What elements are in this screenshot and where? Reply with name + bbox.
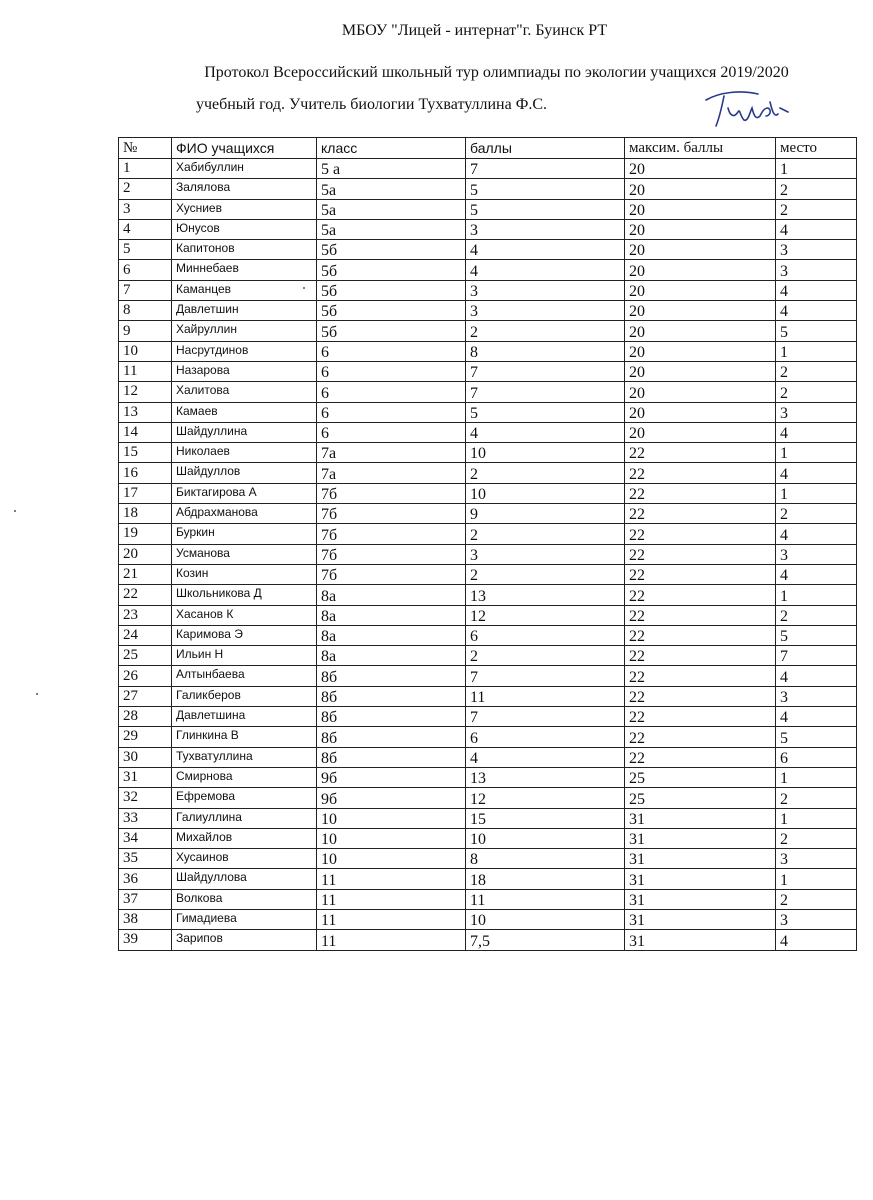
table-row — [119, 524, 857, 544]
score-cell: 5 — [466, 179, 625, 199]
row-number: 2 — [119, 179, 172, 199]
table-row — [119, 422, 857, 442]
student-name: Каманцев — [172, 280, 317, 300]
table-row — [119, 179, 857, 199]
row-number: 26 — [119, 666, 172, 686]
table-row — [119, 219, 857, 239]
score-cell: 4 — [466, 747, 625, 767]
max-score-cell: 20 — [625, 301, 776, 321]
score-cell: 7 — [466, 361, 625, 381]
student-name: Михайлов — [172, 828, 317, 848]
table-row — [119, 767, 857, 787]
row-number: 21 — [119, 564, 172, 584]
class-cell: 8б — [317, 686, 466, 706]
row-number: 7 — [119, 280, 172, 300]
col-header-place: место — [776, 138, 857, 159]
score-cell: 3 — [466, 544, 625, 564]
place-cell: 1 — [776, 808, 857, 828]
class-cell: 7б — [317, 483, 466, 503]
student-name: Назарова — [172, 361, 317, 381]
max-score-cell: 31 — [625, 869, 776, 889]
row-number: 39 — [119, 930, 172, 950]
row-number: 31 — [119, 767, 172, 787]
table-row — [119, 341, 857, 361]
place-cell: 3 — [776, 544, 857, 564]
max-score-cell: 22 — [625, 747, 776, 767]
row-number: 37 — [119, 889, 172, 909]
score-cell: 13 — [466, 767, 625, 787]
max-score-cell: 22 — [625, 504, 776, 524]
class-cell: 8а — [317, 646, 466, 666]
score-cell: 4 — [466, 422, 625, 442]
class-cell: 8а — [317, 585, 466, 605]
place-cell: 5 — [776, 321, 857, 341]
row-number: 33 — [119, 808, 172, 828]
student-name: Николаев — [172, 443, 317, 463]
student-name: Школьникова Д — [172, 585, 317, 605]
place-cell: 4 — [776, 219, 857, 239]
score-cell: 4 — [466, 240, 625, 260]
row-number: 18 — [119, 504, 172, 524]
score-cell: 7,5 — [466, 930, 625, 950]
student-name: Хайруллин — [172, 321, 317, 341]
max-score-cell: 22 — [625, 605, 776, 625]
max-score-cell: 20 — [625, 341, 776, 361]
place-cell: 2 — [776, 382, 857, 402]
place-cell: 3 — [776, 240, 857, 260]
table-row — [119, 747, 857, 767]
row-number: 16 — [119, 463, 172, 483]
place-cell: 5 — [776, 727, 857, 747]
score-cell: 7 — [466, 382, 625, 402]
class-cell: 8а — [317, 605, 466, 625]
table-row — [119, 483, 857, 503]
table-row — [119, 199, 857, 219]
place-cell: 2 — [776, 504, 857, 524]
max-score-cell: 20 — [625, 280, 776, 300]
max-score-cell: 31 — [625, 909, 776, 929]
class-cell: 8б — [317, 707, 466, 727]
student-name: Алтынбаева — [172, 666, 317, 686]
score-cell: 2 — [466, 524, 625, 544]
student-name: Хабибуллин — [172, 159, 317, 179]
student-name: Зарипов — [172, 930, 317, 950]
table-row — [119, 402, 857, 422]
place-cell: 2 — [776, 828, 857, 848]
student-name: Миннебаев — [172, 260, 317, 280]
score-cell: 8 — [466, 341, 625, 361]
score-cell: 4 — [466, 260, 625, 280]
class-cell: 9б — [317, 767, 466, 787]
score-cell: 7 — [466, 666, 625, 686]
place-cell: 2 — [776, 179, 857, 199]
score-cell: 13 — [466, 585, 625, 605]
score-cell: 10 — [466, 483, 625, 503]
class-cell: 7б — [317, 544, 466, 564]
place-cell: 6 — [776, 747, 857, 767]
table-row — [119, 909, 857, 929]
results-table — [118, 137, 857, 951]
place-cell: 1 — [776, 767, 857, 787]
table-row — [119, 585, 857, 605]
student-name: Абдрахманова — [172, 504, 317, 524]
student-name: Шайдуллов — [172, 463, 317, 483]
table-row — [119, 544, 857, 564]
table-row — [119, 463, 857, 483]
row-number: 30 — [119, 747, 172, 767]
student-name: Камаев — [172, 402, 317, 422]
table-row — [119, 504, 857, 524]
place-cell: 3 — [776, 909, 857, 929]
place-cell: 2 — [776, 788, 857, 808]
class-cell: 7б — [317, 504, 466, 524]
place-cell: 1 — [776, 483, 857, 503]
class-cell: 5а — [317, 179, 466, 199]
score-cell: 2 — [466, 646, 625, 666]
table-row — [119, 301, 857, 321]
max-score-cell: 20 — [625, 402, 776, 422]
scan-speck — [36, 693, 38, 695]
table-row — [119, 361, 857, 381]
class-cell: 7б — [317, 524, 466, 544]
place-cell: 4 — [776, 301, 857, 321]
place-cell: 1 — [776, 341, 857, 361]
teacher-line: учебный год. Учитель биологии Тухватуллина Ф.С. — [195, 96, 548, 113]
score-cell: 11 — [466, 686, 625, 706]
score-cell: 10 — [466, 443, 625, 463]
row-number: 25 — [119, 646, 172, 666]
student-name: Усманова — [172, 544, 317, 564]
class-cell: 7а — [317, 443, 466, 463]
student-name: Шайдуллова — [172, 869, 317, 889]
table-row — [119, 159, 857, 179]
student-name: Тухватуллина — [172, 747, 317, 767]
score-cell: 3 — [466, 219, 625, 239]
table-row — [119, 280, 857, 300]
class-cell: 6 — [317, 382, 466, 402]
student-name: Капитонов — [172, 240, 317, 260]
row-number: 36 — [119, 869, 172, 889]
table-row — [119, 808, 857, 828]
row-number: 1 — [119, 159, 172, 179]
max-score-cell: 22 — [625, 463, 776, 483]
scan-speck — [303, 287, 305, 289]
class-cell: 11 — [317, 889, 466, 909]
class-cell: 8б — [317, 666, 466, 686]
table-row — [119, 889, 857, 909]
class-cell: 11 — [317, 930, 466, 950]
score-cell: 18 — [466, 869, 625, 889]
max-score-cell: 22 — [625, 524, 776, 544]
max-score-cell: 20 — [625, 321, 776, 341]
student-name: Залялова — [172, 179, 317, 199]
max-score-cell: 22 — [625, 646, 776, 666]
table-row — [119, 727, 857, 747]
class-cell: 6 — [317, 402, 466, 422]
col-header-num: № — [119, 138, 172, 159]
max-score-cell: 20 — [625, 260, 776, 280]
table-row — [119, 666, 857, 686]
place-cell: 4 — [776, 280, 857, 300]
class-cell: 9б — [317, 788, 466, 808]
score-cell: 12 — [466, 788, 625, 808]
place-cell: 7 — [776, 646, 857, 666]
score-cell: 3 — [466, 301, 625, 321]
place-cell: 4 — [776, 707, 857, 727]
row-number: 6 — [119, 260, 172, 280]
table-row — [119, 260, 857, 280]
table-row — [119, 625, 857, 645]
score-cell: 15 — [466, 808, 625, 828]
protocol-title: Протокол Всероссийский школьный тур олимпиады по экологии учащихся 2019/2020 — [204, 64, 789, 81]
max-score-cell: 20 — [625, 240, 776, 260]
student-name: Хусаинов — [172, 849, 317, 869]
row-number: 4 — [119, 219, 172, 239]
score-cell: 7 — [466, 707, 625, 727]
max-score-cell: 22 — [625, 483, 776, 503]
table-row — [119, 240, 857, 260]
row-number: 35 — [119, 849, 172, 869]
max-score-cell: 20 — [625, 179, 776, 199]
col-header-max-score: максим. баллы — [625, 138, 776, 159]
student-name: Ефремова — [172, 788, 317, 808]
table-row — [119, 321, 857, 341]
table-row — [119, 869, 857, 889]
class-cell: 5б — [317, 240, 466, 260]
student-name: Глинкина В — [172, 727, 317, 747]
student-name: Хасанов К — [172, 605, 317, 625]
max-score-cell: 31 — [625, 930, 776, 950]
place-cell: 3 — [776, 260, 857, 280]
score-cell: 2 — [466, 463, 625, 483]
place-cell: 4 — [776, 930, 857, 950]
col-header-class: класс — [317, 138, 466, 159]
student-name: Каримова Э — [172, 625, 317, 645]
row-number: 14 — [119, 422, 172, 442]
class-cell: 11 — [317, 869, 466, 889]
max-score-cell: 22 — [625, 727, 776, 747]
table-row — [119, 828, 857, 848]
class-cell: 8а — [317, 625, 466, 645]
student-name: Буркин — [172, 524, 317, 544]
score-cell: 10 — [466, 828, 625, 848]
max-score-cell: 20 — [625, 382, 776, 402]
place-cell: 2 — [776, 361, 857, 381]
max-score-cell: 31 — [625, 828, 776, 848]
max-score-cell: 20 — [625, 219, 776, 239]
score-cell: 5 — [466, 402, 625, 422]
class-cell: 8б — [317, 727, 466, 747]
table-row — [119, 382, 857, 402]
place-cell: 4 — [776, 666, 857, 686]
student-name: Шайдуллина — [172, 422, 317, 442]
table-row — [119, 686, 857, 706]
student-name: Насрутдинов — [172, 341, 317, 361]
student-name: Смирнова — [172, 767, 317, 787]
teacher-signature — [700, 86, 795, 131]
row-number: 38 — [119, 909, 172, 929]
score-cell: 9 — [466, 504, 625, 524]
class-cell: 10 — [317, 808, 466, 828]
class-cell: 5б — [317, 280, 466, 300]
max-score-cell: 31 — [625, 889, 776, 909]
school-title: МБОУ "Лицей - интернат"г. Буинск РТ — [341, 22, 608, 39]
max-score-cell: 31 — [625, 849, 776, 869]
class-cell: 7б — [317, 564, 466, 584]
class-cell: 10 — [317, 828, 466, 848]
score-cell: 2 — [466, 321, 625, 341]
student-name: Волкова — [172, 889, 317, 909]
max-score-cell: 25 — [625, 767, 776, 787]
max-score-cell: 22 — [625, 666, 776, 686]
max-score-cell: 20 — [625, 199, 776, 219]
row-number: 34 — [119, 828, 172, 848]
student-name: Гимадиева — [172, 909, 317, 929]
class-cell: 10 — [317, 849, 466, 869]
student-name: Хусниев — [172, 199, 317, 219]
student-name: Биктагирова А — [172, 483, 317, 503]
row-number: 29 — [119, 727, 172, 747]
score-cell: 6 — [466, 727, 625, 747]
row-number: 3 — [119, 199, 172, 219]
row-number: 23 — [119, 605, 172, 625]
row-number: 22 — [119, 585, 172, 605]
place-cell: 1 — [776, 159, 857, 179]
place-cell: 4 — [776, 463, 857, 483]
class-cell: 6 — [317, 341, 466, 361]
scan-speck — [14, 510, 16, 512]
max-score-cell: 31 — [625, 808, 776, 828]
score-cell: 7 — [466, 159, 625, 179]
student-name: Юнусов — [172, 219, 317, 239]
row-number: 10 — [119, 341, 172, 361]
max-score-cell: 20 — [625, 159, 776, 179]
score-cell: 5 — [466, 199, 625, 219]
col-header-fio: ФИО учащихся — [172, 138, 317, 159]
class-cell: 5б — [317, 260, 466, 280]
max-score-cell: 25 — [625, 788, 776, 808]
table-row — [119, 788, 857, 808]
place-cell: 5 — [776, 625, 857, 645]
class-cell: 5а — [317, 199, 466, 219]
student-name: Давлетшина — [172, 707, 317, 727]
class-cell: 6 — [317, 361, 466, 381]
class-cell: 11 — [317, 909, 466, 929]
student-name: Козин — [172, 564, 317, 584]
max-score-cell: 22 — [625, 686, 776, 706]
row-number: 20 — [119, 544, 172, 564]
max-score-cell: 20 — [625, 422, 776, 442]
max-score-cell: 22 — [625, 443, 776, 463]
max-score-cell: 20 — [625, 361, 776, 381]
score-cell: 2 — [466, 564, 625, 584]
class-cell: 7а — [317, 463, 466, 483]
class-cell: 8б — [317, 747, 466, 767]
student-name: Давлетшин — [172, 301, 317, 321]
row-number: 17 — [119, 483, 172, 503]
place-cell: 2 — [776, 605, 857, 625]
place-cell: 3 — [776, 849, 857, 869]
max-score-cell: 22 — [625, 625, 776, 645]
table-row — [119, 849, 857, 869]
student-name: Галиуллина — [172, 808, 317, 828]
place-cell: 1 — [776, 585, 857, 605]
row-number: 32 — [119, 788, 172, 808]
score-cell: 3 — [466, 280, 625, 300]
table-header-row — [119, 138, 857, 159]
table-row — [119, 930, 857, 950]
place-cell: 1 — [776, 443, 857, 463]
class-cell: 5а — [317, 219, 466, 239]
place-cell: 4 — [776, 564, 857, 584]
row-number: 5 — [119, 240, 172, 260]
score-cell: 11 — [466, 889, 625, 909]
table-row — [119, 564, 857, 584]
place-cell: 4 — [776, 422, 857, 442]
place-cell: 1 — [776, 869, 857, 889]
place-cell: 2 — [776, 199, 857, 219]
student-name: Халитова — [172, 382, 317, 402]
row-number: 19 — [119, 524, 172, 544]
place-cell: 4 — [776, 524, 857, 544]
place-cell: 3 — [776, 402, 857, 422]
row-number: 11 — [119, 361, 172, 381]
class-cell: 6 — [317, 422, 466, 442]
max-score-cell: 22 — [625, 707, 776, 727]
row-number: 24 — [119, 625, 172, 645]
score-cell: 12 — [466, 605, 625, 625]
max-score-cell: 22 — [625, 585, 776, 605]
row-number: 15 — [119, 443, 172, 463]
score-cell: 8 — [466, 849, 625, 869]
class-cell: 5б — [317, 321, 466, 341]
col-header-score: баллы — [466, 138, 625, 159]
place-cell: 3 — [776, 686, 857, 706]
score-cell: 6 — [466, 625, 625, 645]
row-number: 13 — [119, 402, 172, 422]
row-number: 27 — [119, 686, 172, 706]
row-number: 28 — [119, 707, 172, 727]
class-cell: 5 а — [317, 159, 466, 179]
row-number: 12 — [119, 382, 172, 402]
student-name: Галикберов — [172, 686, 317, 706]
table-row — [119, 443, 857, 463]
table-row — [119, 646, 857, 666]
row-number: 9 — [119, 321, 172, 341]
max-score-cell: 22 — [625, 544, 776, 564]
table-row — [119, 605, 857, 625]
max-score-cell: 22 — [625, 564, 776, 584]
table-row — [119, 707, 857, 727]
student-name: Ильин Н — [172, 646, 317, 666]
score-cell: 10 — [466, 909, 625, 929]
place-cell: 2 — [776, 889, 857, 909]
row-number: 8 — [119, 301, 172, 321]
class-cell: 5б — [317, 301, 466, 321]
